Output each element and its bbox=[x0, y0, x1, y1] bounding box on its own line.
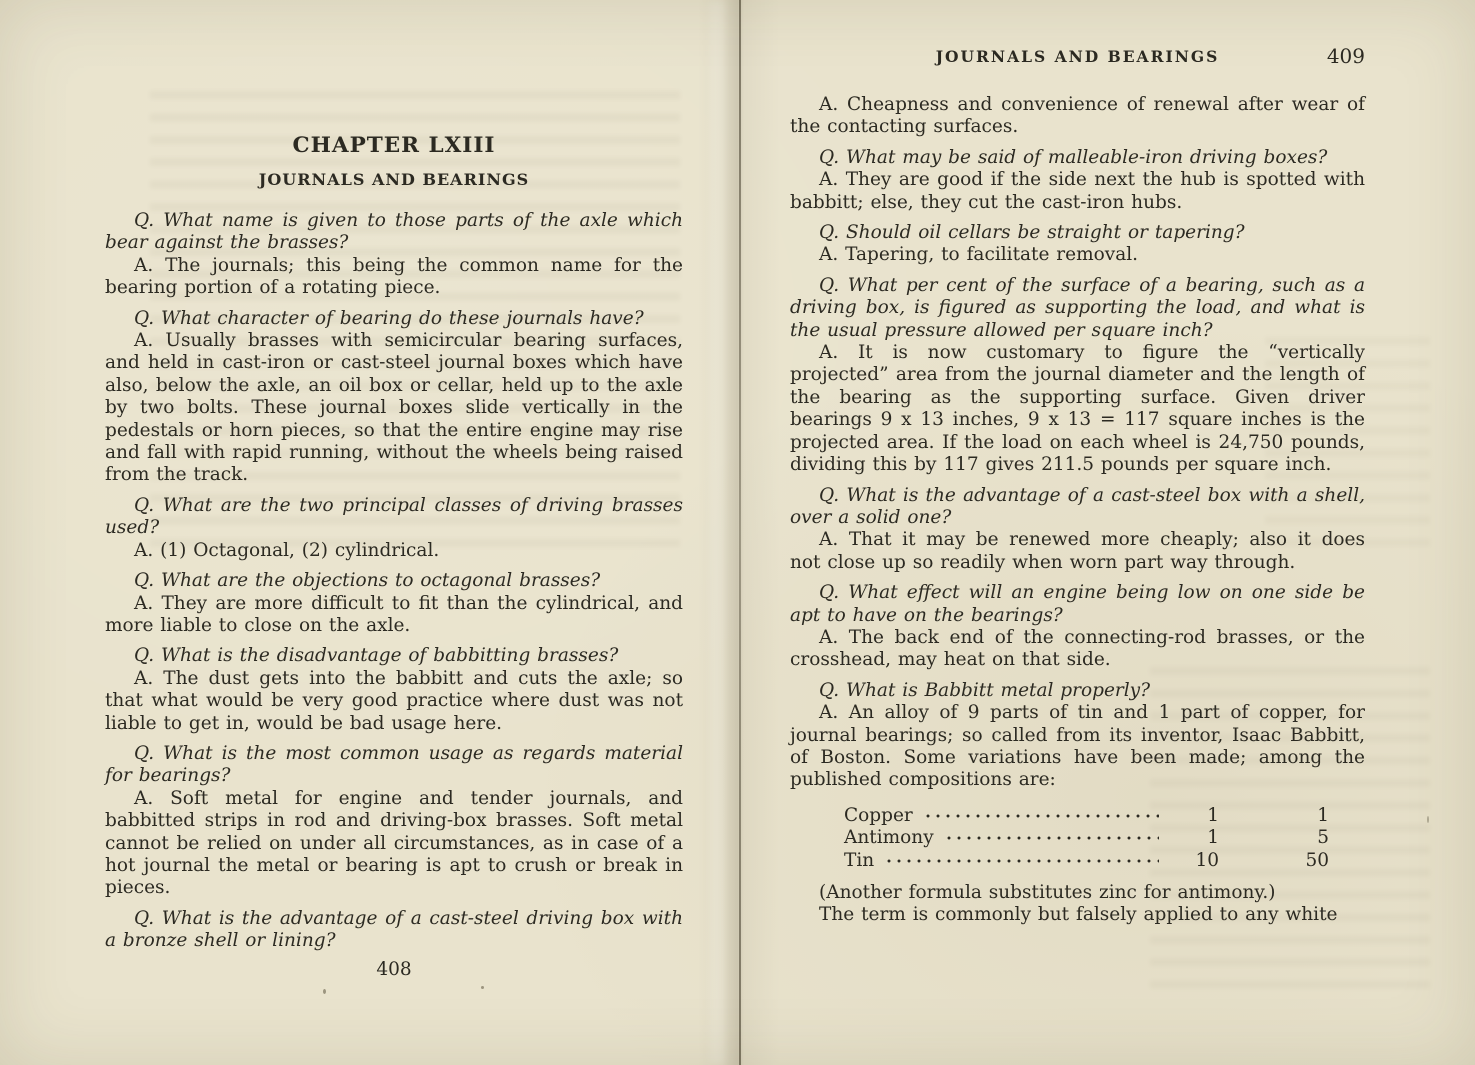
question-paragraph: Q. What is the advantage of a cast-steel driving box with a bronze shell or lining? bbox=[105, 907, 683, 952]
question-paragraph: Q. What effect will an engine being low on one side be apt to have on the bearings? bbox=[790, 582, 1365, 626]
answer-paragraph: A. They are more difficult to fit than the cylindrical, and more liable to close on the axle. bbox=[105, 592, 683, 636]
running-header bbox=[790, 44, 1365, 70]
question-paragraph: Q. What is the disadvantage of babbitting brasses? bbox=[134, 645, 619, 667]
page-number-right: 409 bbox=[1326, 44, 1365, 68]
paper-speck bbox=[323, 989, 326, 994]
dot-leader bbox=[944, 831, 1159, 845]
page-curl-highlight bbox=[710, 0, 724, 1065]
formula-note: (Another formula substitutes zinc for antimony.) bbox=[819, 882, 1276, 903]
answer-paragraph: A. Cheapness and convenience of renewal after wear of the contacting surfaces. bbox=[790, 94, 1365, 138]
question-paragraph: Q. What is Babbitt metal properly? bbox=[819, 679, 1151, 701]
table-row bbox=[844, 850, 1329, 872]
answer-paragraph: A. Tapering, to facilitate removal. bbox=[819, 244, 1139, 266]
composition-value-2: 5 bbox=[1317, 827, 1329, 849]
metal-name: Antimony bbox=[844, 827, 934, 849]
composition-value-2: 50 bbox=[1305, 849, 1329, 871]
question-paragraph: Q. What is the advantage of a cast-steel box with a shell, over a solid one? bbox=[790, 484, 1365, 528]
question-paragraph: Q. What are the objections to octagonal brasses? bbox=[134, 570, 601, 592]
paper-speck bbox=[481, 986, 484, 989]
answer-paragraph: A. They are good if the side next the hub is spotted with babbitt; else, they cut the cast-iron hubs. bbox=[790, 169, 1365, 213]
dot-leader bbox=[923, 809, 1159, 823]
question-paragraph: Q. What per cent of the surface of a bearing, such as a driving box, is figured as supporting the load, and what is the usual pressure allowed per square inch? bbox=[790, 274, 1365, 341]
composition-value-1: 1 bbox=[1207, 827, 1219, 849]
question-paragraph: Q. Should oil cellars be straight or tapering? bbox=[819, 222, 1245, 244]
question-paragraph: Q. What may be said of malleable-iron driving boxes? bbox=[819, 146, 1328, 168]
table-row bbox=[844, 827, 1329, 849]
answer-paragraph: A. An alloy of 9 parts of tin and 1 part of copper, for journal bearings; so called from its inventor, Isaac Babbitt, of Boston. Some variations have been made; among the published compositions are: bbox=[790, 702, 1365, 791]
dot-leader bbox=[884, 854, 1159, 868]
composition-value-2: 1 bbox=[1317, 804, 1329, 826]
binding-crease bbox=[739, 0, 741, 1065]
question-paragraph: Q. What name is given to those parts of the axle which bear against the brasses? bbox=[105, 210, 683, 254]
question-paragraph: Q. What are the two principal classes of driving brasses used? bbox=[105, 494, 683, 539]
question-paragraph: Q. What is the most common usage as regards material for bearings? bbox=[105, 742, 683, 787]
chapter-title: CHAPTER LXIII bbox=[292, 133, 496, 158]
answer-paragraph: A. The back end of the connecting-rod brasses, or the crosshead, may heat on that side. bbox=[790, 626, 1365, 671]
answer-paragraph: A. That it may be renewed more cheaply; also it does not close up so readily when worn part way through. bbox=[790, 529, 1365, 573]
composition-table bbox=[790, 805, 1365, 872]
continuation-line: The term is commonly but falsely applied to any white bbox=[819, 904, 1338, 926]
page-right bbox=[790, 44, 1365, 927]
chapter-subtitle: JOURNALS AND BEARINGS bbox=[258, 170, 530, 189]
composition-value-1: 10 bbox=[1195, 849, 1219, 871]
page-left bbox=[105, 134, 683, 953]
table-row bbox=[844, 805, 1329, 827]
binding-gutter bbox=[698, 0, 780, 1065]
answer-paragraph: A. (1) Octagonal, (2) cylindrical. bbox=[134, 539, 440, 561]
page-number-left: 408 bbox=[376, 959, 412, 980]
metal-name: Copper bbox=[844, 804, 913, 826]
composition-value-1: 1 bbox=[1207, 804, 1219, 826]
metal-name: Tin bbox=[844, 849, 875, 871]
paper-speck bbox=[1427, 816, 1429, 823]
question-paragraph: Q. What character of bearing do these journals have? bbox=[134, 307, 644, 329]
answer-paragraph: A. Soft metal for engine and tender journals, and babbitted strips in rod and driving-box brasses. Soft metal cannot be relied on under all circumstances, as in case of a hot journal the metal or bearing is apt to crush or break in pieces. bbox=[105, 787, 683, 899]
answer-paragraph: A. The dust gets into the babbitt and cuts the axle; so that what would be very good practice where dust was not liable to get in, would be bad usage here. bbox=[105, 667, 683, 734]
running-header-title: JOURNALS AND BEARINGS bbox=[935, 47, 1220, 66]
answer-paragraph: A. It is now customary to figure the “vertically projected” area from the journal diameter and the length of the bearing as the supporting surface. Given driver bearings 9 x 13 inches, 9 x 13 = 117 square inches is the projected area. If the load on each wheel is 24,750 pounds, dividing this by 117 gives 211.5 pounds per square inch. bbox=[790, 342, 1365, 476]
answer-paragraph: A. Usually brasses with semicircular bearing surfaces, and held in cast-iron or cast-steel journal boxes which have also, below the axle, an oil box or cellar, held up to the axle by two bolts. These journal boxes slide vertically in the pedestals or horn pieces, so that the entire engine may rise and fall with rapid running, without the wheels being raised from the track. bbox=[105, 330, 683, 486]
answer-paragraph: A. The journals; this being the common name for the bearing portion of a rotating piece. bbox=[105, 254, 683, 299]
